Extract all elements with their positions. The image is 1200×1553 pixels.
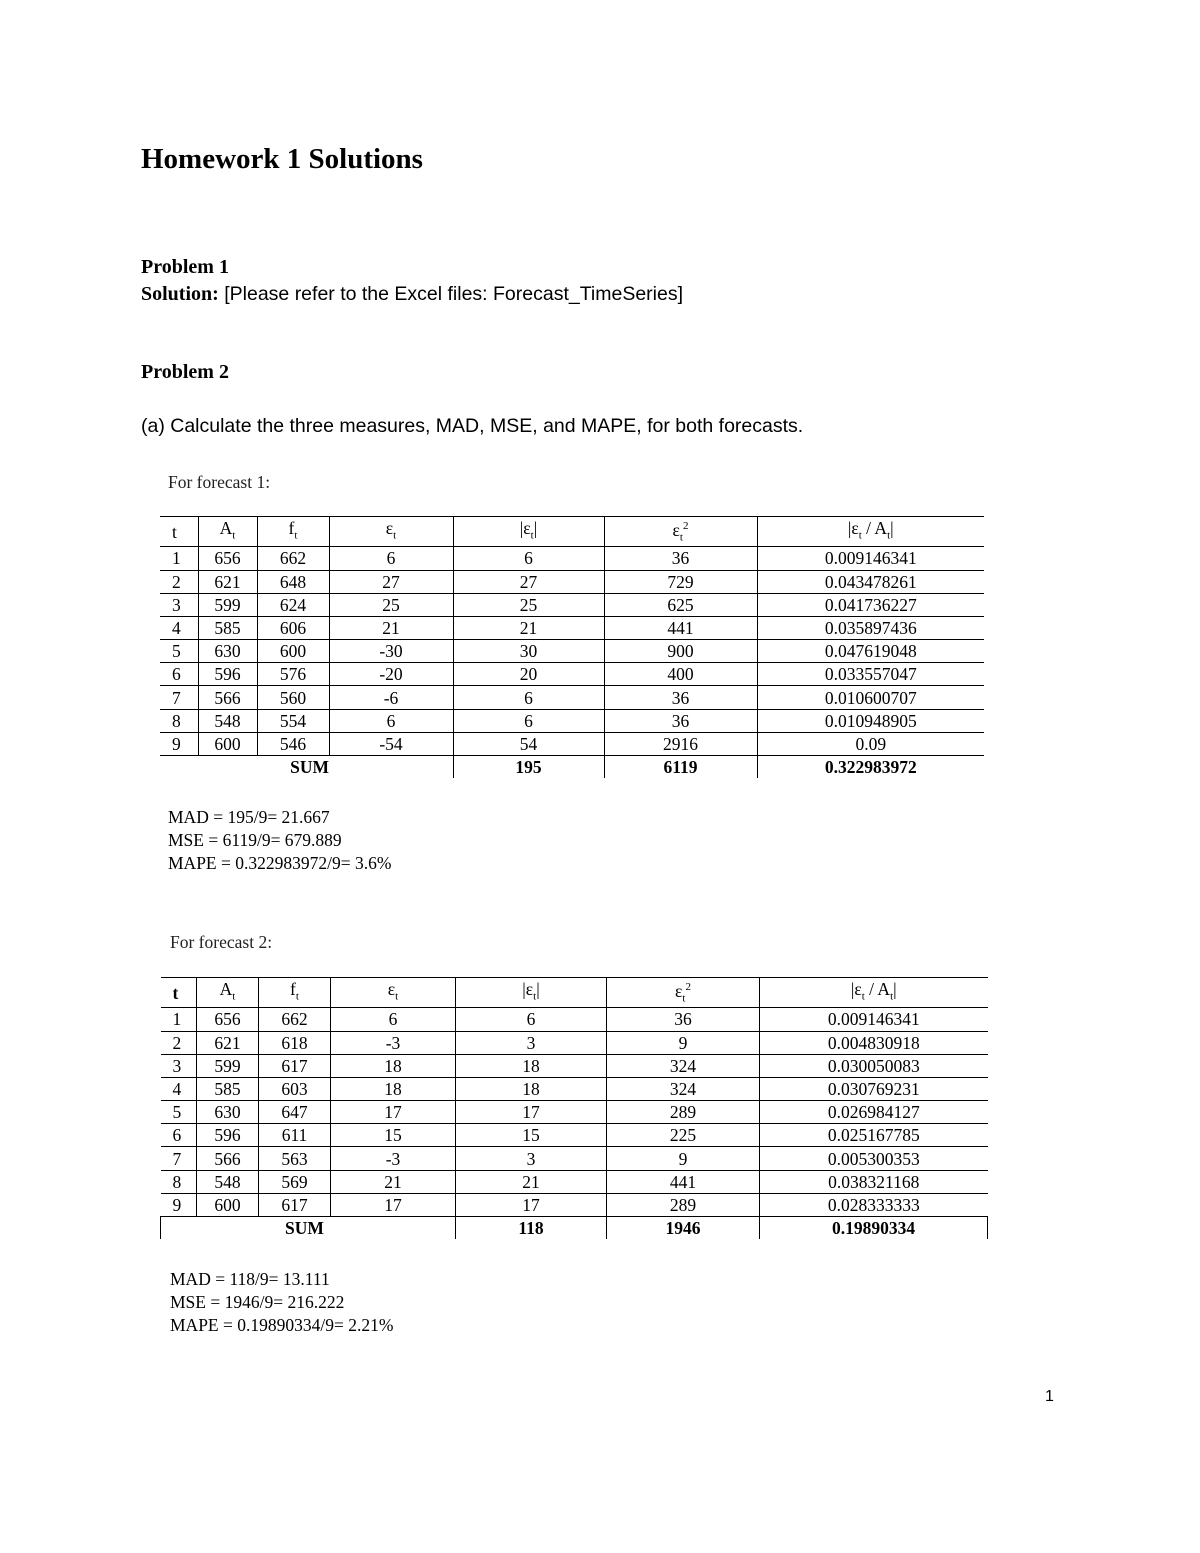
forecast-1-mad: MAD = 195/9= 21.667 [168,807,330,827]
table-cell: 36 [604,686,757,709]
header-abs-error: $|\varepsilon_t|$ [453,517,604,547]
header-error: $\varepsilon_t$ [331,978,456,1008]
table-cell: 441 [604,616,757,639]
table-cell: 0.033557047 [757,663,984,686]
table-cell: 548 [198,709,257,732]
table-cell: 569 [259,1170,331,1193]
table-cell: 21 [329,616,453,639]
table-row [160,616,984,639]
sum-abs-pct-error: 0.19890334 [760,1217,988,1240]
forecast-2-table [160,977,988,1239]
table-cell: 0.030769231 [760,1077,988,1100]
table-cell: 6 [329,709,453,732]
forecast-1-caption: For forecast 1: [168,472,271,492]
table-cell: 3 [456,1147,607,1170]
solution-text: [Please refer to the Excel files: Forecast_TimeSeries] [218,283,684,305]
sum-abs-error: 118 [456,1217,607,1240]
table-cell: 0.010600707 [757,686,984,709]
table-cell: 585 [198,616,257,639]
table-cell: 36 [607,1008,760,1031]
forecast-1-mse: MSE = 6119/9= 679.889 [168,830,342,850]
table-cell: 647 [259,1101,331,1124]
table-cell: 596 [198,663,257,686]
table-cell: 1 [161,1008,197,1031]
table-cell: 560 [257,686,329,709]
table-cell: 2916 [604,732,757,755]
problem-1-solution [141,283,683,306]
table-row [161,1101,988,1124]
table-cell: 0.026984127 [760,1101,988,1124]
table-cell: 611 [259,1124,331,1147]
table-cell: 656 [198,547,257,570]
sum-squared-error: 6119 [604,756,757,779]
header-actual: $A_t$ [198,517,257,547]
header-t: t [161,978,197,1008]
table-cell: 324 [607,1054,760,1077]
table-cell: 662 [257,547,329,570]
header-abs-error: $|\varepsilon_t|$ [456,978,607,1008]
solution-label: Solution: [141,283,219,305]
table-row [160,640,984,663]
table-cell: 600 [257,640,329,663]
table-cell: 2 [161,1031,197,1054]
table-cell: 621 [198,570,257,593]
table-cell: 566 [197,1147,259,1170]
table-cell: 4 [161,1077,197,1100]
table-cell: 9 [607,1031,760,1054]
table-cell: 0.009146341 [757,547,984,570]
table-cell: 585 [197,1077,259,1100]
table-cell: 18 [456,1077,607,1100]
table-cell: 729 [604,570,757,593]
table-cell: 6 [453,547,604,570]
table-cell: 3 [160,593,198,616]
table-cell: 15 [331,1124,456,1147]
table-cell: 21 [453,616,604,639]
header-abs-pct-error: $|\varepsilon_t / A_t|$ [757,517,984,547]
table-cell: 9 [161,1193,197,1216]
table-cell: 599 [197,1054,259,1077]
header-squared-error: $\varepsilon_t^2$ [604,517,757,547]
table-row [161,1008,988,1031]
table-row [160,570,984,593]
forecast-2-results [170,1268,393,1337]
table-cell: -3 [331,1147,456,1170]
header-forecast: $f_t$ [259,978,331,1008]
table-cell: 0.028333333 [760,1193,988,1216]
table-row [161,1054,988,1077]
table-cell: 0.043478261 [757,570,984,593]
header-t: t [160,517,198,547]
table-cell: 0.005300353 [760,1147,988,1170]
table-cell: 17 [331,1193,456,1216]
table-cell: 324 [607,1077,760,1100]
table-cell: 7 [161,1147,197,1170]
table-cell: -20 [329,663,453,686]
table-row [160,686,984,709]
table-cell: 576 [257,663,329,686]
table-cell: 656 [197,1008,259,1031]
table-cell: 6 [456,1008,607,1031]
table-cell: 21 [456,1170,607,1193]
table-cell: -30 [329,640,453,663]
document-title: Homework 1 Solutions [141,143,423,175]
header-abs-pct-error: $|\varepsilon_t / A_t|$ [760,978,988,1008]
table-cell: 630 [197,1101,259,1124]
table-cell: 0.035897436 [757,616,984,639]
table-cell: 662 [259,1008,331,1031]
table-cell: 6 [453,686,604,709]
table-cell: -54 [329,732,453,755]
table-row [161,1193,988,1216]
forecast-1-results [168,806,391,875]
sum-abs-error: 195 [453,756,604,779]
forecast-1-mape: MAPE = 0.322983972/9= 3.6% [168,853,392,873]
table-cell: 400 [604,663,757,686]
table-cell: 17 [331,1101,456,1124]
forecast-2-mad: MAD = 118/9= 13.111 [170,1269,330,1289]
table-row [161,1124,988,1147]
table-cell: 9 [607,1147,760,1170]
table-row [161,1147,988,1170]
table-cell: 441 [607,1170,760,1193]
page-number: 1 [1045,1388,1054,1405]
table-cell: 600 [197,1193,259,1216]
table-cell: 6 [160,663,198,686]
table-cell: 648 [257,570,329,593]
table-cell: 603 [259,1077,331,1100]
table-cell: 5 [161,1101,197,1124]
table-cell: 6 [453,709,604,732]
table-cell: 27 [453,570,604,593]
sum-label: SUM [161,1217,456,1240]
table-cell: 0.038321168 [760,1170,988,1193]
table-cell: 596 [197,1124,259,1147]
header-actual: $A_t$ [197,978,259,1008]
table-cell: 566 [198,686,257,709]
table-row [160,663,984,686]
table-cell: 624 [257,593,329,616]
table-row [161,1077,988,1100]
table-cell: 900 [604,640,757,663]
table-cell: 54 [453,732,604,755]
table-cell: 563 [259,1147,331,1170]
sum-abs-pct-error: 0.322983972 [757,756,984,779]
table-cell: 0.004830918 [760,1031,988,1054]
table-cell: 8 [161,1170,197,1193]
forecast-2-mse: MSE = 1946/9= 216.222 [170,1292,345,1312]
table-cell: 9 [160,732,198,755]
table-cell: 20 [453,663,604,686]
table-header-row [160,517,984,547]
table-cell: 8 [160,709,198,732]
table-cell: 621 [197,1031,259,1054]
table-cell: 289 [607,1193,760,1216]
table-cell: 3 [456,1031,607,1054]
table-cell: 25 [453,593,604,616]
table-cell: 625 [604,593,757,616]
table-cell: 0.010948905 [757,709,984,732]
table-cell: 36 [604,547,757,570]
table-cell: 548 [197,1170,259,1193]
table-row [160,547,984,570]
table-cell: 6 [329,547,453,570]
table-cell: 1 [160,547,198,570]
table-cell: 21 [331,1170,456,1193]
table-cell: 18 [456,1054,607,1077]
sum-label: SUM [160,756,329,779]
table-cell: 546 [257,732,329,755]
forecast-1-table [160,516,984,778]
table-row [160,709,984,732]
table-cell: 225 [607,1124,760,1147]
table-cell: 554 [257,709,329,732]
table-cell: 15 [456,1124,607,1147]
table-cell: 600 [198,732,257,755]
table-cell: 599 [198,593,257,616]
table-cell: 6 [161,1124,197,1147]
table-row [160,732,984,755]
table-cell: 7 [160,686,198,709]
table-cell: 0.041736227 [757,593,984,616]
forecast-2-caption: For forecast 2: [170,932,273,952]
table-row [161,1170,988,1193]
table-cell: 3 [161,1054,197,1077]
table-cell: 0.09 [757,732,984,755]
table-cell: 618 [259,1031,331,1054]
table-cell: 0.009146341 [760,1008,988,1031]
table-cell: 0.025167785 [760,1124,988,1147]
forecast-2-mape: MAPE = 0.19890334/9= 2.21% [170,1315,394,1335]
header-error: $\varepsilon_t$ [329,517,453,547]
table-cell: 6 [331,1008,456,1031]
table-cell: 0.047619048 [757,640,984,663]
sum-row [160,756,984,779]
table-cell: 30 [453,640,604,663]
table-cell: 18 [331,1054,456,1077]
table-row [161,1031,988,1054]
sum-row [161,1217,988,1240]
table-cell: 17 [456,1193,607,1216]
table-header-row [161,978,988,1008]
problem-2-heading: Problem 2 [141,361,229,383]
table-cell: 289 [607,1101,760,1124]
problem-1-heading: Problem 1 [141,256,229,278]
table-cell: 4 [160,616,198,639]
table-cell: -6 [329,686,453,709]
table-cell: 630 [198,640,257,663]
table-cell: 617 [259,1193,331,1216]
table-cell: 17 [456,1101,607,1124]
table-cell: 617 [259,1054,331,1077]
table-cell: 2 [160,570,198,593]
table-cell: 5 [160,640,198,663]
table-cell: 25 [329,593,453,616]
header-forecast: $f_t$ [257,517,329,547]
table-row [160,593,984,616]
sum-squared-error: 1946 [607,1217,760,1240]
table-cell: 36 [604,709,757,732]
problem-2-part-a: (a) Calculate the three measures, MAD, MSE, and MAPE, for both forecasts. [141,415,804,437]
table-cell: 0.030050083 [760,1054,988,1077]
table-cell: 27 [329,570,453,593]
table-cell: 606 [257,616,329,639]
table-cell: 18 [331,1077,456,1100]
table-cell: -3 [331,1031,456,1054]
header-squared-error: $\varepsilon_t^2$ [607,978,760,1008]
